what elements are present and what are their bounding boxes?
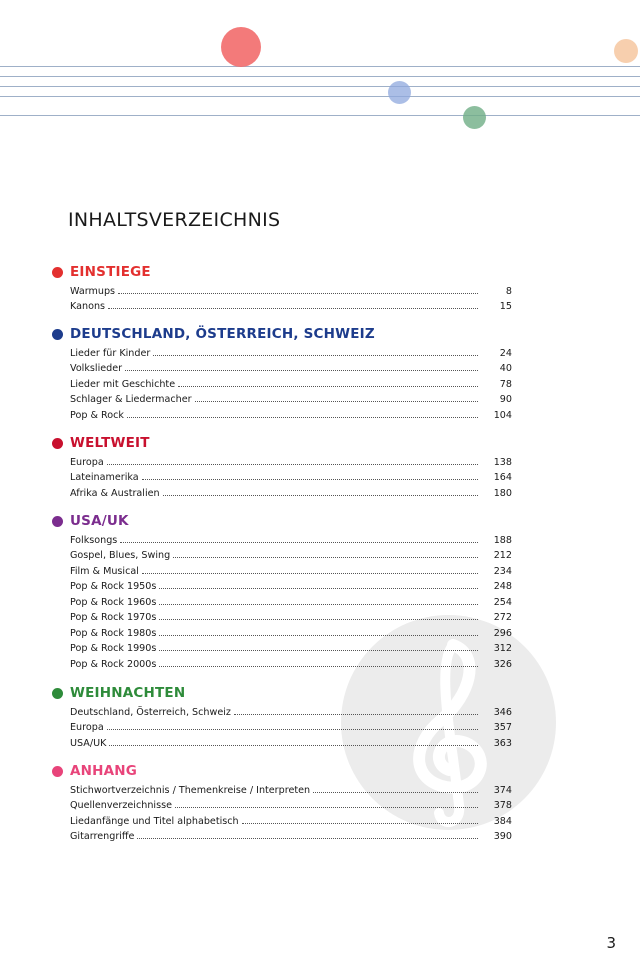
section-usa-uk [52,512,512,670]
dot-leader [159,634,478,636]
entry-page: 40 [499,363,512,374]
entry-label: Stichwortverzeichnis / Themenkreise / Interpreten [70,784,311,796]
dot-leader [195,400,478,402]
entry-label: Gospel, Blues, Swing [70,550,171,561]
entry-label: Pop & Rock 1990s [70,643,157,654]
entry-label: Europa [70,722,104,733]
entry-page: 346 [493,706,512,718]
bullet-dot-icon [52,267,63,278]
staff-line [0,96,640,97]
orange-note-circle [614,39,638,63]
page-number: 3 [606,934,616,952]
toc-entry[interactable] [70,483,512,499]
entry-page: 254 [493,596,512,608]
dot-leader [159,649,478,651]
section-header [52,512,512,530]
toc-entry[interactable] [70,827,512,843]
toc-entry[interactable] [70,297,512,313]
dot-leader [107,728,478,730]
bullet-dot-icon [52,516,63,527]
entry-label: Pop & Rock 1950s [70,581,157,592]
entry-page: 164 [493,472,512,483]
section-header [52,263,512,281]
entry-label: Kanons [70,301,106,312]
dot-leader [120,541,478,543]
entry-label: Lieder mit Geschichte [70,378,176,390]
section-title: ANHANG [70,763,138,779]
entry-label: Lieder für Kinder [70,347,151,359]
bullet-dot-icon [52,766,63,777]
toc-entry[interactable] [70,405,512,421]
dot-leader [175,806,478,808]
entry-label: Liedanfänge und Titel alphabetisch [70,815,239,827]
entry-page: 188 [493,534,512,546]
toc-entry[interactable] [70,359,512,375]
toc-entry[interactable] [70,733,512,749]
dot-leader [173,556,478,558]
toc-entry[interactable] [70,374,512,390]
dot-leader [118,292,478,294]
entry-label: Pop & Rock 1970s [70,612,157,623]
entry-page: 374 [493,784,512,796]
entry-label: Pop & Rock 1980s [70,627,157,639]
entry-page: 326 [493,658,512,670]
entry-page: 138 [493,456,512,468]
entry-page: 357 [493,722,512,733]
dot-leader [142,478,478,480]
section-deutschland [52,325,512,421]
green-note-circle [463,106,486,129]
toc-entry[interactable] [70,468,512,484]
entry-page: 363 [493,737,512,749]
dot-leader [153,354,478,356]
toc-entry[interactable] [70,654,512,670]
toc-entry[interactable] [70,546,512,562]
entry-label: Pop & Rock 2000s [70,658,157,670]
dot-leader [159,587,478,589]
section-title: WELTWEIT [70,435,150,451]
toc-entry[interactable] [70,623,512,639]
dot-leader [108,307,478,309]
toc-entry[interactable] [70,390,512,406]
bullet-dot-icon [52,688,63,699]
entry-label: Pop & Rock 1960s [70,596,157,608]
section-weltweit [52,434,512,499]
section-header [52,434,512,452]
section-header [52,762,512,780]
entry-label: Warmups [70,285,116,297]
toc-entry[interactable] [70,592,512,608]
staff-line [0,115,640,116]
toc-entry[interactable] [70,343,512,359]
toc-entry[interactable] [70,796,512,812]
entry-label: Deutschland, Österreich, Schweiz [70,706,231,718]
entry-page: 390 [493,831,512,842]
entry-label: USA/UK [70,737,107,749]
section-header [52,684,512,702]
entry-page: 15 [499,301,512,312]
page-title: INHALTSVERZEICHNIS [68,209,281,231]
entry-label: Volkslieder [70,363,123,374]
bullet-dot-icon [52,438,63,449]
toc-entry[interactable] [70,530,512,546]
staff-line [0,66,640,67]
section-einstiege [52,263,512,312]
entry-page: 78 [499,378,512,390]
dot-leader [142,572,478,574]
entry-page: 378 [493,800,512,811]
section-title: EINSTIEGE [70,264,151,280]
toc-entry[interactable] [70,780,512,796]
entry-page: 180 [493,487,512,499]
entry-page: 312 [493,643,512,654]
entry-page: 296 [493,627,512,639]
toc-entry[interactable] [70,608,512,624]
entry-page: 248 [493,581,512,592]
toc-entry[interactable] [70,561,512,577]
dot-leader [127,416,478,418]
section-anhang [52,762,512,842]
staff-line [0,76,640,77]
entry-label: Europa [70,456,104,468]
staff-line [0,86,640,87]
entry-label: Gitarrengriffe [70,831,135,842]
dot-leader [107,463,478,465]
toc-entry[interactable] [70,811,512,827]
entry-page: 272 [493,612,512,623]
bullet-dot-icon [52,329,63,340]
toc-entry[interactable] [70,639,512,655]
section-title: USA/UK [70,513,129,529]
toc-entry[interactable] [70,577,512,593]
red-note-circle [221,27,261,67]
entry-page: 24 [499,347,512,359]
entry-label: Pop & Rock [70,409,124,421]
dot-leader [159,618,478,620]
entry-page: 212 [493,550,512,561]
dot-leader [178,385,478,387]
dot-leader [313,791,478,793]
entry-page: 90 [499,394,512,405]
dot-leader [234,713,478,715]
entry-page: 8 [505,285,512,297]
dot-leader [125,369,478,371]
entry-page: 104 [493,409,512,421]
entry-label: Schlager & Liedermacher [70,394,192,405]
entry-label: Folksongs [70,534,118,546]
entry-label: Lateinamerika [70,472,139,483]
blue-note-circle [388,81,411,104]
entry-label: Afrika & Australien [70,487,160,499]
section-title: DEUTSCHLAND, ÖSTERREICH, SCHWEIZ [70,326,375,342]
dot-leader [137,837,478,839]
toc-entry[interactable] [70,702,512,718]
dot-leader [163,494,478,496]
entry-page: 234 [493,565,512,577]
section-weihnachten [52,684,512,749]
dot-leader [159,603,478,605]
toc-entry[interactable] [70,718,512,734]
dot-leader [159,665,478,667]
toc-entry[interactable] [70,452,512,468]
dot-leader [242,822,478,824]
section-title: WEIHNACHTEN [70,685,186,701]
entry-page: 384 [493,815,512,827]
toc-entry[interactable] [70,281,512,297]
entry-label: Quellenverzeichnisse [70,800,172,811]
section-header [52,325,512,343]
entry-label: Film & Musical [70,565,139,577]
dot-leader [109,744,478,746]
